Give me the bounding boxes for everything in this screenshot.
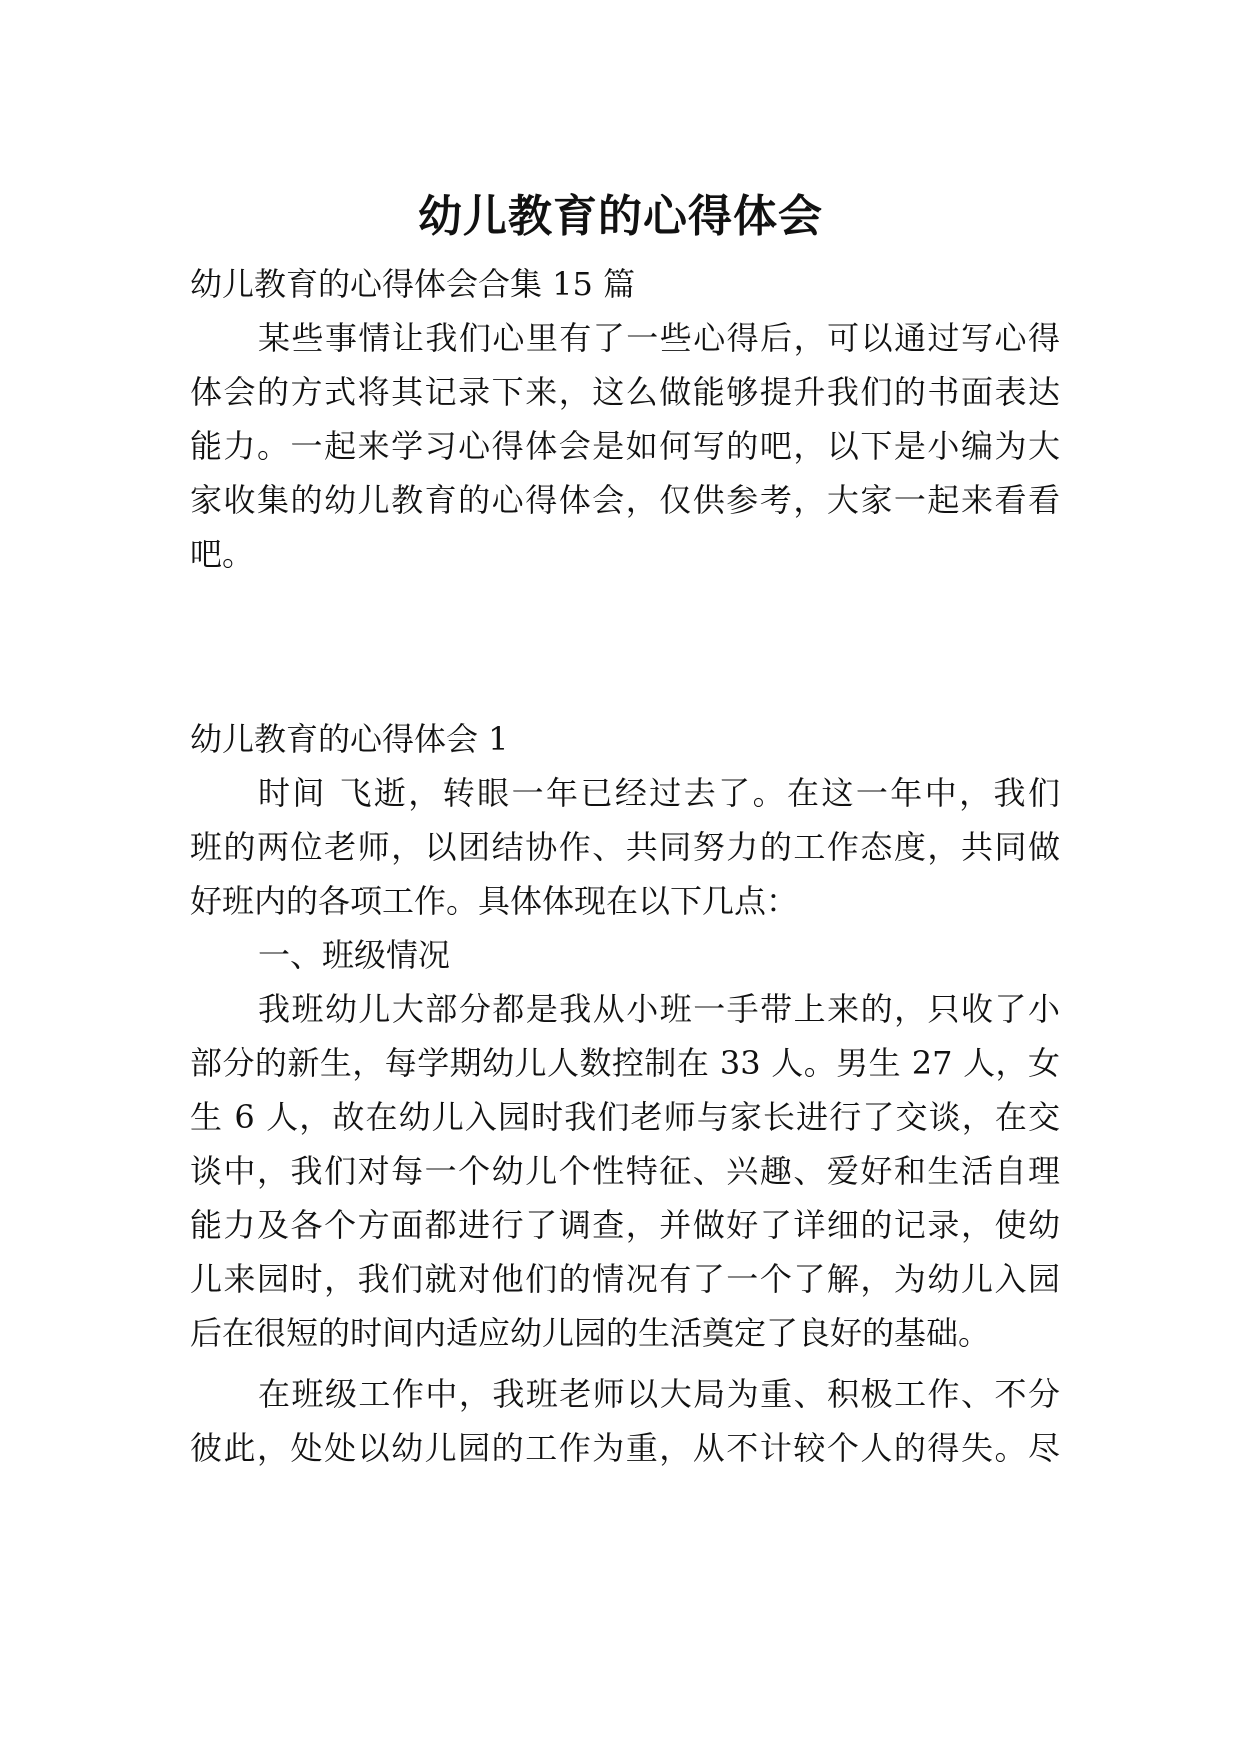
document-subtitle: 幼儿教育的心得体会合集 15 篇 bbox=[190, 265, 636, 303]
intro-line: 能力。一起来学习心得体会是如何写的吧，以下是小编为大 bbox=[190, 427, 1060, 465]
paragraph-line: 部分的新生，每学期幼儿人数控制在 33 人。男生 27 人，女 bbox=[190, 1044, 1060, 1082]
paragraph-line: 能力及各个方面都进行了调查，并做好了详细的记录，使幼 bbox=[190, 1206, 1060, 1244]
paragraph-line: 在班级工作中，我班老师以大局为重、积极工作、不分 bbox=[258, 1375, 1060, 1413]
document-title: 幼儿教育的心得体会 bbox=[418, 191, 823, 243]
intro-line: 体会的方式将其记录下来，这么做能够提升我们的书面表达 bbox=[190, 373, 1060, 411]
section-heading: 幼儿教育的心得体会 1 bbox=[190, 720, 509, 758]
intro-line: 家收集的幼儿教育的心得体会，仅供参考，大家一起来看看 bbox=[190, 481, 1060, 519]
paragraph-line: 我班幼儿大部分都是我从小班一手带上来的，只收了小 bbox=[258, 990, 1060, 1028]
paragraph-line: 生 6 人，故在幼儿入园时我们老师与家长进行了交谈，在交 bbox=[190, 1098, 1060, 1136]
paragraph-line: 时间 飞逝，转眼一年已经过去了。在这一年中，我们 bbox=[258, 774, 1060, 812]
intro-line: 某些事情让我们心里有了一些心得后，可以通过写心得 bbox=[258, 319, 1060, 357]
paragraph-line: 班的两位老师，以团结协作、共同努力的工作态度，共同做 bbox=[190, 828, 1060, 866]
paragraph-line: 后在很短的时间内适应幼儿园的生活奠定了良好的基础。 bbox=[190, 1314, 991, 1352]
paragraph-line: 好班内的各项工作。具体体现在以下几点： bbox=[190, 882, 799, 920]
subheading: 一、班级情况 bbox=[258, 936, 451, 974]
paragraph-line: 谈中，我们对每一个幼儿个性特征、兴趣、爱好和生活自理 bbox=[190, 1152, 1060, 1190]
paragraph-line: 彼此，处处以幼儿园的工作为重，从不计较个人的得失。尽 bbox=[190, 1429, 1060, 1467]
paragraph-line: 儿来园时，我们就对他们的情况有了一个了解，为幼儿入园 bbox=[190, 1260, 1060, 1298]
intro-line: 吧。 bbox=[190, 535, 255, 573]
